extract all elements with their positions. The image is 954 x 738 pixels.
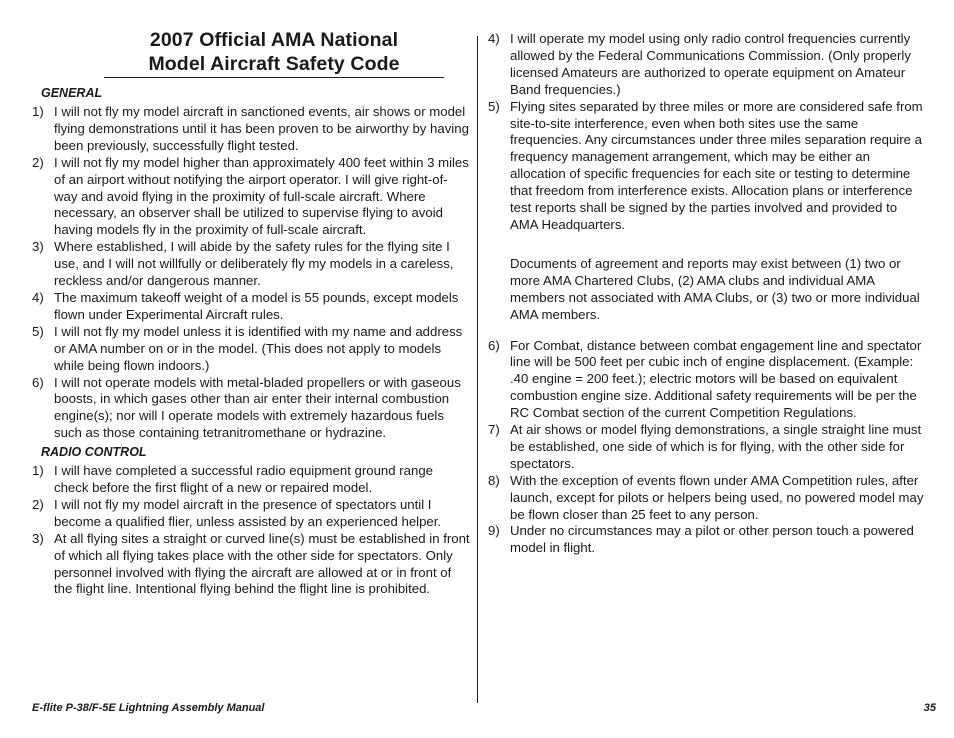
item-number: 5) <box>488 98 500 114</box>
item-text: Flying sites separated by three miles or more are considered safe from site-to-site interference, even when both sites use the same frequencies. Any circumstances under three miles separation require a frequency management arrangement, which may be either an allocation of specific frequencies for each site or testing to determine that freedom from interference exists. Allocation plans or interference test reports shall be signed by the parties involved and provided to AMA Headquarters. <box>510 98 923 232</box>
item-text: For Combat, distance between combat engagement line and spectator line will be 500 feet per cubic inch of engine displacement. (Example: .40 engine = 200 feet.); electric motors will be based on equivalent combustion engine size. Additional safety requirements will be per the RC Combat section of the current Competition Regulations. <box>510 337 922 421</box>
right-column <box>488 31 924 557</box>
radio-control-rules-list-final <box>488 338 924 558</box>
item-number: 7) <box>488 422 500 438</box>
item-number: 3) <box>32 530 44 546</box>
page-title <box>104 28 444 77</box>
item-number: 5) <box>32 323 44 339</box>
list-item <box>32 104 470 155</box>
general-rules-list <box>32 104 470 442</box>
item-number: 3) <box>32 239 44 255</box>
item-number: 2) <box>32 496 44 512</box>
list-item <box>32 463 470 497</box>
radio-control-rules-list <box>32 463 470 598</box>
item-text: I will not fly my model aircraft in sanctioned events, air shows or model flying demonstrations until it has been proven to be airworthy by having been previously, successfully flight tested. <box>54 104 469 153</box>
item-text: I will not fly my model higher than approximately 400 feet within 3 miles of an airport without notifying the airport operator. I will give right-of-way and avoid flying in the proximity of full-scale aircraft. Where necessary, an observer shall be utilized to supervise flying to avoid having models fly in the proximity of full-scale aircraft. <box>54 154 469 238</box>
item-text: At all flying sites a straight or curved line(s) must be established in front of which all flying takes place with the other side for spectators. Only personnel involved with flying the aircraft are allowed at or in front of the flight line. Intentional flying behind the flight line is prohibited. <box>54 530 470 597</box>
item-text: I will operate my model using only radio control frequencies currently allowed by the Federal Communications Commission. (Only properly licensed Amateurs are authorized to operate equipment on Amateur Band frequencies.) <box>510 31 911 97</box>
list-item <box>32 497 470 531</box>
general-heading: GENERAL <box>41 86 103 100</box>
title-line-1: 2007 Official AMA National <box>149 29 399 51</box>
item-number: 9) <box>488 523 500 539</box>
item-number: 4) <box>488 31 500 46</box>
list-item <box>488 338 924 423</box>
item-number: 6) <box>488 337 500 353</box>
item-number: 1) <box>32 463 44 479</box>
item-number: 4) <box>32 289 44 305</box>
item-number: 8) <box>488 472 500 488</box>
list-item <box>488 422 924 473</box>
title-underline <box>104 77 444 78</box>
item-number: 1) <box>32 104 44 119</box>
list-item <box>32 239 470 290</box>
item-number: 6) <box>32 374 44 390</box>
column-divider <box>477 36 478 703</box>
item-text: Where established, I will abide by the safety rules for the flying site I use, and I will not willfully or deliberately fly my models in a careless, reckless and/or dangerous manner. <box>54 239 454 289</box>
list-item <box>32 155 470 240</box>
list-item <box>32 324 470 375</box>
radio-control-rules-list-continued <box>488 31 924 234</box>
list-item <box>32 531 470 599</box>
item-text: At air shows or model flying demonstrations, a single straight line must be established, one side of which is for flying, with the other side for spectators. <box>510 422 922 471</box>
title-line-2: Model Aircraft Safety Code <box>148 53 400 75</box>
documents-note: Documents of agreement and reports may exist between (1) two or more AMA Chartered Clubs, (2) AMA clubs and individual AMA members not associated with AMA Clubs, or (3) two or more individual AMA members. <box>510 255 920 322</box>
list-item <box>488 473 924 524</box>
left-column <box>32 28 470 598</box>
item-text: I will not fly my model unless it is identified with my name and address or AMA number on or in the model. (This does not apply to models while being flown indoors.) <box>54 323 463 373</box>
list-item <box>488 31 924 99</box>
item-text: I will not operate models with metal-bladed propellers or with gaseous boosts, in which gases other than air enter their internal combustion engine(s); nor will I operate models with extremely hazardous fuels such as those containing tetranitromethane or hydrazine. <box>54 374 461 441</box>
footer-manual-title: E-flite P-38/F-5E Lightning Assembly Manual <box>32 702 265 714</box>
list-item <box>488 99 924 234</box>
item-number: 2) <box>32 154 44 170</box>
item-text: The maximum takeoff weight of a model is 55 pounds, except models flown under Experimental Aircraft rules. <box>54 289 459 322</box>
radio-control-heading: RADIO CONTROL <box>41 445 147 460</box>
item-text: With the exception of events flown under AMA Competition rules, after launch, except for pilots or helpers being used, no powered model may be flown closer than 25 feet to any person. <box>510 472 924 522</box>
list-item <box>32 290 470 324</box>
footer-page-number: 35 <box>923 702 936 714</box>
item-text: I will have completed a successful radio equipment ground range check before the first flight of a new or repaired model. <box>54 463 433 496</box>
list-item <box>32 375 470 443</box>
list-item <box>488 523 924 557</box>
item-text: Under no circumstances may a pilot or other person touch a powered model in flight. <box>510 523 914 556</box>
item-text: I will not fly my model aircraft in the presence of spectators until I become a qualified flier, unless assisted by an experienced helper. <box>54 496 442 529</box>
